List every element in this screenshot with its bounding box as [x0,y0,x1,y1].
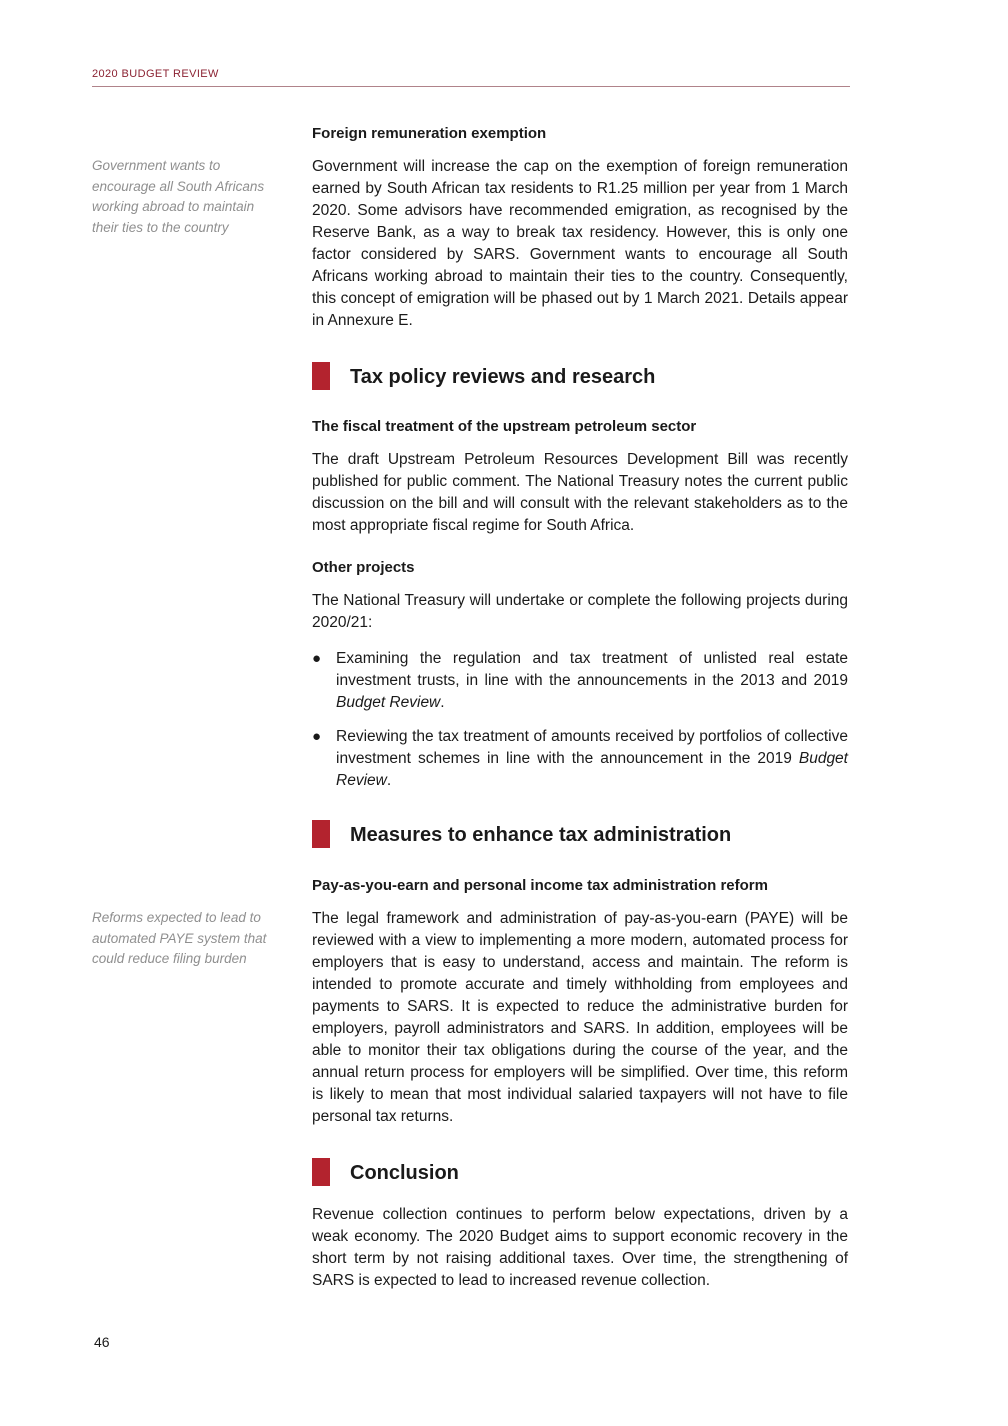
conclusion-body: Revenue collection continues to perform below expectations, driven by a weak economy. The 2020 Budget aims to support economic recovery in the short term by not raising additional taxes. Over time, the strengthening of SARS is expected to lead to increased revenue collection. [312,1206,848,1289]
paye-body: The legal framework and administration of pay-as-you-earn (PAYE) will be reviewed with a view to implementing a more modern, automated process for employers that is easy to understand, access and maintain. The reform is intended to promote accurate and timely withholding from employees and payments to SARS. It is expected to reduce the administrative burden for employers, payroll administrators and SARS. In addition, employees will be able to monitor their tax obligations during the course of the year, and the annual return process for employers will be simplified. Over time, this reform is likely to mean that most individual salaried taxpayers will not have to file personal tax returns. [312,910,848,1125]
foreign-remuneration-section [312,124,848,332]
margin-note-paye: Reforms expected to lead to automated PAYE system that could reduce filing burden [92,910,267,966]
conclusion-section [312,1204,848,1292]
bullet-icon: ● [312,728,322,745]
section-marker [312,1158,330,1186]
foreign-remuneration-heading: Foreign remuneration exemption [312,125,547,142]
list-item: ● Examining the regulation and tax treatment of unlisted real estate investment trusts, in line with the announcements in the 2013 and 2019 Budget Review. [312,650,848,711]
section-title: Measures to enhance tax administration [350,824,732,846]
paye-heading: Pay-as-you-earn and personal income tax administration reform [312,877,768,894]
section-heading-conclusion [312,1158,848,1188]
running-header: 2020 BUDGET REVIEW [92,68,850,87]
other-projects-intro: The National Treasury will undertake or complete the following projects during 2020/21: [312,592,848,631]
petroleum-body: The draft Upstream Petroleum Resources Development Bill was recently published for public comment. The National Treasury notes the current public discussion on the bill and will consult with the relevant stakeholders as to the most appropriate fiscal regime for South Africa. [312,451,848,534]
other-projects-section [312,558,848,804]
list-item: ● Reviewing the tax treatment of amounts received by portfolios of collective investment schemes in line with the announcement in the 2019 Budget Review. [312,728,848,789]
section-title: Conclusion [350,1162,459,1184]
petroleum-heading: The fiscal treatment of the upstream petroleum sector [312,418,697,435]
section-title: Tax policy reviews and research [350,366,656,388]
petroleum-section [312,417,848,537]
section-heading-tax-admin [312,820,848,850]
other-projects-heading: Other projects [312,559,415,576]
margin-note-emigration: Government wants to encourage all South Africans working abroad to maintain their ties to the country [92,158,265,235]
section-marker [312,362,330,390]
section-marker [312,820,330,848]
foreign-remuneration-body: Government will increase the cap on the exemption of foreign remuneration earned by South African tax residents to R1.25 million per year from 1 March 2020. Some advisors have recommended emigration, as recognised by the Reserve Bank, as a way to break tax residency. However, this is only one factor considered by SARS. Government wants to encourage all South Africans working abroad to maintain their ties to the country. Consequently, this concept of emigration will be phased out by 1 March 2021. Details appear in Annexure E. [312,158,848,329]
section-heading-tax-policy [312,362,848,392]
bullet-icon: ● [312,650,322,667]
projects-list [312,648,848,792]
page-number: 46 [94,1334,110,1350]
paye-section [312,876,848,1128]
